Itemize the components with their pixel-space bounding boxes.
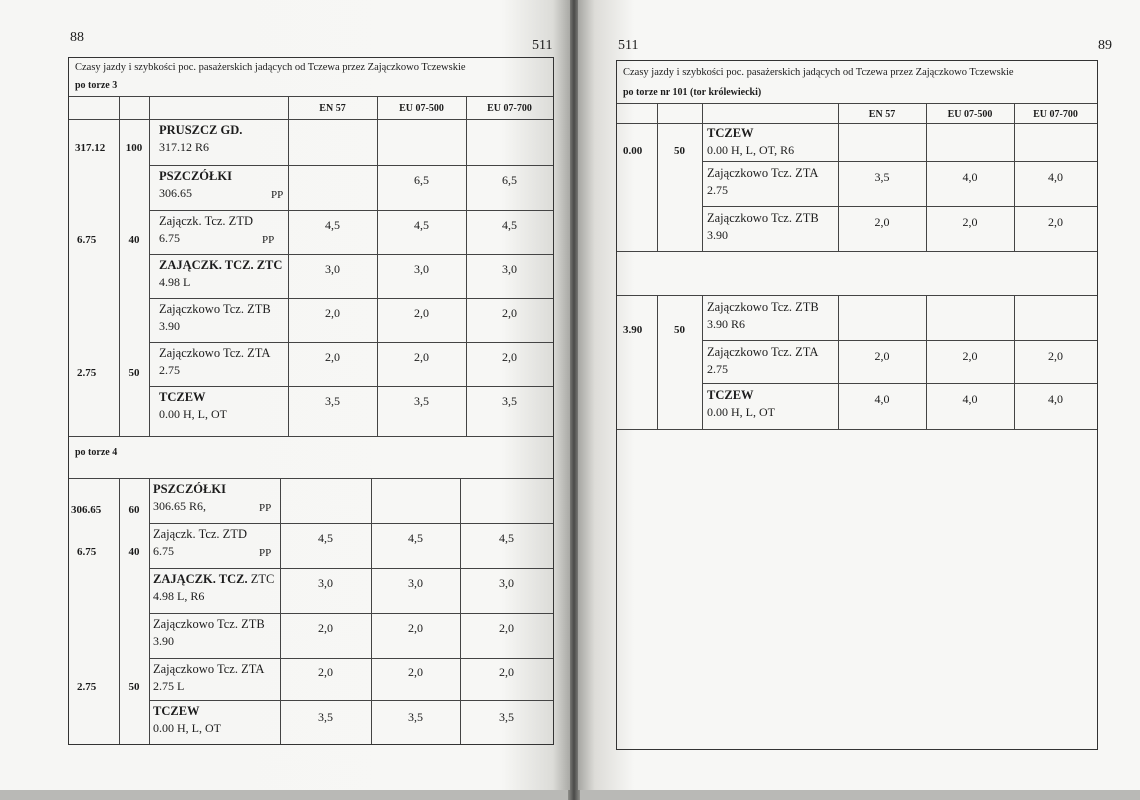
time-value: 3,0 [325, 262, 340, 276]
speed-mark: 50 [674, 324, 685, 336]
station-row: Zajączk. Tcz. ZTD 6.75 PP [159, 214, 275, 246]
time-value: 4,5 [408, 531, 423, 545]
station-row: TCZEW 0.00 H, L, OT [153, 704, 221, 735]
page-number: 89 [1098, 38, 1112, 53]
km-mark: 0.00 [623, 145, 643, 157]
right-page [578, 0, 1140, 790]
time-value: 4,0 [962, 170, 978, 184]
time-value: 4,0 [1048, 392, 1063, 406]
time-value: 2,0 [499, 621, 514, 635]
time-value: 3,0 [499, 576, 514, 590]
time-value: 2,0 [1048, 215, 1063, 229]
time-value: 2,0 [962, 349, 978, 363]
time-value: 3,5 [318, 710, 333, 724]
left-page [0, 0, 570, 790]
running-number: 511 [532, 38, 553, 53]
column-header-eu07-700: EU 07-700 [1033, 109, 1078, 120]
station-row: TCZEW 0.00 H, L, OT, R6 [707, 126, 795, 157]
time-value: 4,5 [414, 218, 429, 232]
speed-mark: 100 [125, 142, 143, 154]
time-value: 3,5 [325, 394, 340, 408]
time-value: 2,0 [318, 621, 333, 635]
time-value: 2,0 [414, 350, 429, 364]
km-mark: 306.65 [71, 504, 102, 516]
time-value: 6,5 [414, 173, 429, 187]
station-row: Zajączk. Tcz. ZTD 6.75 PP [153, 527, 272, 559]
running-number: 511 [618, 38, 639, 53]
time-value: 3,5 [408, 710, 423, 724]
station-row: Zajączkowo Tcz. ZTA 2.75 [707, 345, 819, 376]
time-value: 2,0 [325, 350, 340, 364]
time-value: 3,5 [499, 710, 514, 724]
km-mark: 6.75 [77, 234, 97, 246]
station-row: ZAJĄCZK. TCZ. ZTC 4.98 L, R6 [153, 572, 275, 603]
time-value: 3,0 [408, 576, 423, 590]
km-mark: 2.75 [77, 681, 97, 693]
station-row: PRUSZCZ GD. 317.12 R6 [159, 123, 243, 154]
time-value: 4,0 [962, 392, 978, 406]
station-row: TCZEW 0.00 H, L, OT [707, 388, 775, 419]
km-mark: 2.75 [77, 367, 97, 379]
section-label-track-4: po torze 4 [75, 447, 118, 458]
speed-mark: 50 [128, 367, 140, 379]
column-header-eu07-500: EU 07-500 [947, 109, 993, 120]
time-value: 3,5 [502, 394, 517, 408]
time-value: 2,0 [502, 350, 517, 364]
km-mark: 317.12 [75, 142, 106, 154]
station-row: Zajączkowo Tcz. ZTB 3.90 [153, 617, 265, 648]
time-value: 2,0 [325, 306, 340, 320]
time-value: 2,0 [408, 621, 423, 635]
time-value: 2,0 [1048, 349, 1063, 363]
km-mark: 3.90 [623, 324, 643, 336]
time-value: 2,0 [414, 306, 429, 320]
time-value: 4,5 [502, 218, 517, 232]
time-value: 2,0 [874, 349, 890, 363]
timetable-table [616, 60, 1098, 750]
speed-mark: 60 [128, 504, 140, 516]
station-row: PSZCZÓŁKI 306.65 PP [159, 169, 284, 201]
speed-mark: 50 [674, 145, 685, 157]
time-value: 4,0 [1048, 170, 1063, 184]
time-value: 3,0 [502, 262, 517, 276]
station-row: Zajączkowo Tcz. ZTA 2.75 [707, 166, 819, 197]
table-header-text: Czasy jazdy i szybkości poc. pasażerskich jadących od Tczewa przez Zajączkowo Tczewskie [75, 62, 466, 73]
time-value: 2,0 [874, 215, 890, 229]
column-header-eu07-500: EU 07-500 [399, 103, 444, 114]
km-mark: 6.75 [77, 546, 97, 558]
column-header-eu07-700: EU 07-700 [487, 103, 532, 114]
time-value: 3,0 [318, 576, 333, 590]
speed-mark: 50 [128, 681, 140, 693]
section-label-track-101: po torze nr 101 (tor królewiecki) [623, 87, 762, 98]
station-row: Zajączkowo Tcz. ZTB 3.90 R6 [707, 300, 819, 331]
time-value: 2,0 [499, 665, 514, 679]
page-number: 88 [70, 30, 84, 45]
speed-mark: 40 [128, 546, 140, 558]
time-value: 2,0 [962, 215, 978, 229]
station-row: ZAJĄCZK. TCZ. ZTC 4.98 L [159, 258, 283, 289]
time-value: 3,5 [874, 170, 890, 184]
time-value: 3,5 [414, 394, 429, 408]
time-value: 4,5 [499, 531, 514, 545]
time-value: 2,0 [502, 306, 517, 320]
station-row: Zajączkowo Tcz. ZTB 3.90 [159, 302, 271, 333]
station-row: PSZCZÓŁKI 306.65 R6, PP [153, 482, 272, 514]
column-header-en57: EN 57 [319, 103, 346, 114]
column-header-en57: EN 57 [868, 109, 896, 120]
speed-mark: 40 [128, 234, 140, 246]
station-row: Zajączkowo Tcz. ZTA 2.75 [159, 346, 271, 377]
timetable-table [68, 57, 554, 745]
time-value: 4,0 [874, 392, 890, 406]
time-value: 4,5 [325, 218, 340, 232]
time-value: 3,0 [414, 262, 429, 276]
station-row: TCZEW 0.00 H, L, OT [159, 390, 227, 421]
time-value: 2,0 [318, 665, 333, 679]
time-value: 4,5 [318, 531, 333, 545]
section-label-track-3: po torze 3 [75, 80, 118, 91]
time-value: 6,5 [502, 173, 517, 187]
table-header-text: Czasy jazdy i szybkości poc. pasażerskich jadących od Tczewa przez Zajączkowo Tczewskie [623, 67, 1014, 78]
time-value: 2,0 [408, 665, 423, 679]
station-row: Zajączkowo Tcz. ZTA 2.75 L [153, 662, 265, 693]
station-row: Zajączkowo Tcz. ZTB 3.90 [707, 211, 819, 242]
